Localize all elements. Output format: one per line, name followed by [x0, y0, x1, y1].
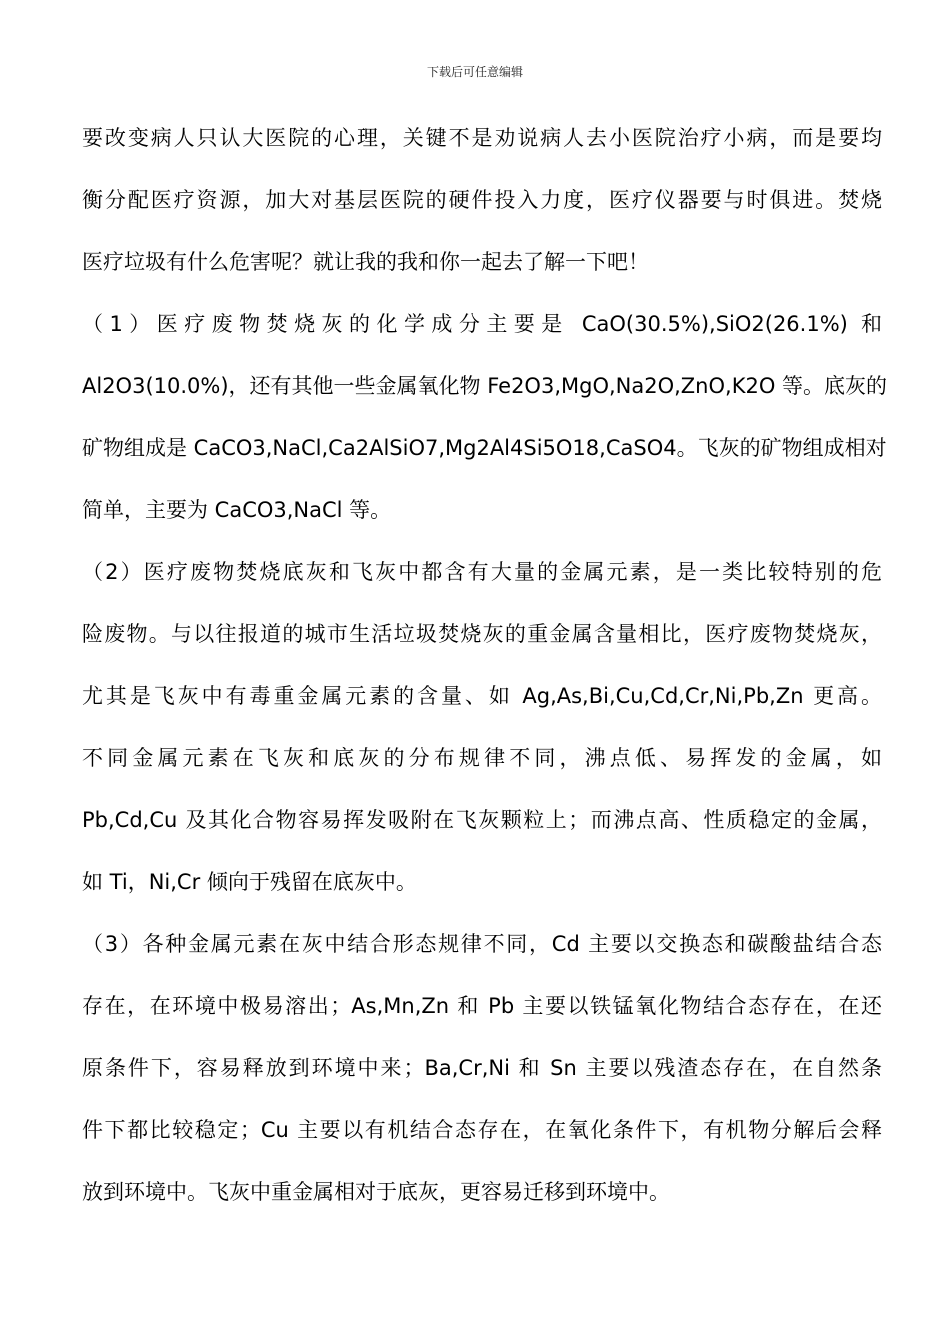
text-line: 医疗垃圾有什么危害呢？就让我的我和你一起去了解一下吧！: [82, 250, 649, 274]
text-line: Al2O3(10.0%)，还有其他一些金属氧化物 Fe2O3,MgO,Na2O,ZnO,K2O 等。底灰的: [82, 374, 888, 398]
text-line: （2）医疗废物焚烧底灰和飞灰中都含有大量的金属元素，是一类比较特别的危: [82, 560, 882, 584]
text-line: 放到环境中。飞灰中重金属相对于底灰，更容易迁移到环境中。: [82, 1180, 670, 1204]
text-line: 矿物组成是 CaCO3,NaCl,Ca2AlSiO7,Mg2Al4Si5O18,CaSO4。飞灰的矿物组成相对: [82, 436, 887, 460]
text-line: 险废物。与以往报道的城市生活垃圾焚烧灰的重金属含量相比，医疗废物焚烧灰，: [82, 622, 882, 646]
text-line: （1）医疗废物焚烧灰的化学成分主要是 CaO(30.5%),SiO2(26.1%) 和: [82, 312, 882, 336]
text-line: 衡分配医疗资源，加大对基层医院的硬件投入力度，医疗仪器要与时俱进。焚烧: [82, 188, 882, 212]
page-header: 下载后可任意编辑: [426, 65, 523, 79]
text-line: 存在，在环境中极易溶出；As,Mn,Zn 和 Pb 主要以铁锰氧化物结合态存在，在还: [82, 994, 882, 1018]
document-body: [82, 115, 888, 1231]
text-line: 简单，主要为 CaCO3,NaCl 等。: [82, 498, 392, 522]
text-line: 要改变病人只认大医院的心理，关键不是劝说病人去小医院治疗小病，而是要均: [82, 126, 882, 150]
text-line: 原条件下，容易释放到环境中来；Ba,Cr,Ni 和 Sn 主要以残渣态存在，在自然条: [82, 1056, 882, 1080]
text-line: （3）各种金属元素在灰中结合形态规律不同，Cd 主要以交换态和碳酸盐结合态: [82, 932, 882, 956]
text-line: 件下都比较稳定；Cu 主要以有机结合态存在，在氧化条件下，有机物分解后会释: [82, 1118, 882, 1142]
text-line: 如 Ti，Ni,Cr 倾向于残留在底灰中。: [82, 870, 417, 894]
text-line: 尤其是飞灰中有毒重金属元素的含量、如 Ag,As,Bi,Cu,Cd,Cr,Ni,Pb,Zn 更高。: [82, 684, 882, 708]
text-line: 不同金属元素在飞灰和底灰的分布规律不同，沸点低、易挥发的金属，如: [82, 746, 882, 770]
text-line: Pb,Cd,Cu 及其化合物容易挥发吸附在飞灰颗粒上；而沸点高、性质稳定的金属，: [82, 808, 882, 832]
